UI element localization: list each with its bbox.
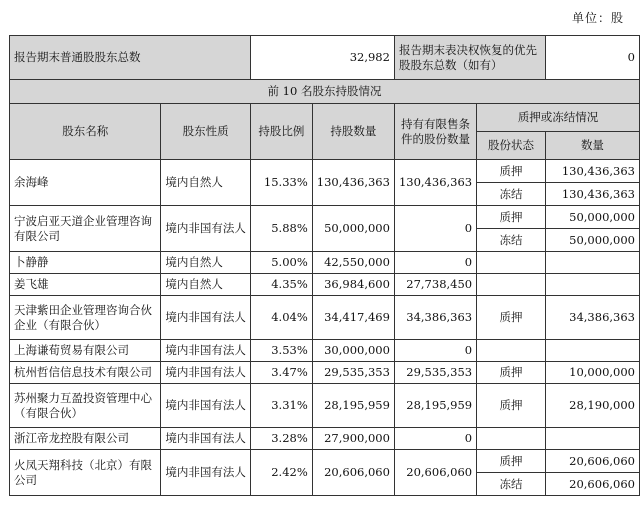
unit-label: 单位：股 bbox=[571, 11, 624, 25]
header-ratio: 持股比例 bbox=[250, 104, 312, 160]
restricted-shares: 130,436,363 bbox=[394, 160, 476, 206]
table-row bbox=[10, 362, 640, 384]
shareholder-nature: 境内非国有法人 bbox=[161, 384, 251, 428]
restricted-shares: 34,386,363 bbox=[394, 296, 476, 340]
holding-quantity: 29,535,353 bbox=[312, 362, 394, 384]
shareholder-name: 浙江帝龙控股有限公司 bbox=[10, 428, 161, 450]
restricted-shares: 29,535,353 bbox=[394, 362, 476, 384]
holding-quantity: 42,550,000 bbox=[312, 252, 394, 274]
pledge-amount: 28,190,000 bbox=[545, 384, 639, 428]
shareholder-name: 卜静静 bbox=[10, 252, 161, 274]
pledge-amount bbox=[545, 252, 639, 274]
share-status: 质押 bbox=[477, 160, 546, 183]
table-row bbox=[10, 384, 640, 428]
header-nature: 股东性质 bbox=[161, 104, 251, 160]
pledge-amount bbox=[545, 274, 639, 296]
restricted-shares: 0 bbox=[394, 252, 476, 274]
preferred-holders-value: 0 bbox=[545, 36, 639, 80]
table-row bbox=[10, 340, 640, 362]
shareholder-name: 天津紫田企业管理咨询合伙企业（有限合伙） bbox=[10, 296, 161, 340]
holding-ratio: 3.53% bbox=[250, 340, 312, 362]
holding-quantity: 28,195,959 bbox=[312, 384, 394, 428]
holding-ratio: 2.42% bbox=[250, 450, 312, 496]
holding-quantity: 36,984,600 bbox=[312, 274, 394, 296]
pledge-amount: 10,000,000 bbox=[545, 362, 639, 384]
holding-ratio: 4.04% bbox=[250, 296, 312, 340]
share-status: 质押 bbox=[477, 362, 546, 384]
header-status: 股份状态 bbox=[477, 132, 546, 160]
holding-quantity: 30,000,000 bbox=[312, 340, 394, 362]
table-row bbox=[10, 296, 640, 340]
holding-ratio: 3.31% bbox=[250, 384, 312, 428]
restricted-shares: 0 bbox=[394, 206, 476, 252]
holding-quantity: 130,436,363 bbox=[312, 160, 394, 206]
total-common-holders-value: 32,982 bbox=[250, 36, 394, 80]
shareholder-nature: 境内自然人 bbox=[161, 160, 251, 206]
pledge-amount: 20,606,060 bbox=[545, 450, 639, 473]
share-status: 质押 bbox=[477, 206, 546, 229]
pledge-amount bbox=[545, 340, 639, 362]
pledge-amount: 130,436,363 bbox=[545, 160, 639, 183]
holding-quantity: 34,417,469 bbox=[312, 296, 394, 340]
share-status bbox=[477, 428, 546, 450]
header-pledge-group: 质押或冻结情况 bbox=[477, 104, 640, 132]
holding-quantity: 27,900,000 bbox=[312, 428, 394, 450]
holding-ratio: 5.00% bbox=[250, 252, 312, 274]
restricted-shares: 0 bbox=[394, 340, 476, 362]
holding-ratio: 15.33% bbox=[250, 160, 312, 206]
share-status: 质押 bbox=[477, 384, 546, 428]
share-status: 质押 bbox=[477, 296, 546, 340]
holding-ratio: 4.35% bbox=[250, 274, 312, 296]
table-row bbox=[10, 274, 640, 296]
shareholder-nature: 境内自然人 bbox=[161, 252, 251, 274]
share-status: 冻结 bbox=[477, 473, 546, 496]
shareholder-name: 杭州哲信信息技术有限公司 bbox=[10, 362, 161, 384]
holding-quantity: 20,606,060 bbox=[312, 450, 394, 496]
restricted-shares: 27,738,450 bbox=[394, 274, 476, 296]
share-status bbox=[477, 252, 546, 274]
holding-ratio: 3.47% bbox=[250, 362, 312, 384]
restricted-shares: 20,606,060 bbox=[394, 450, 476, 496]
shareholder-nature: 境内非国有法人 bbox=[161, 296, 251, 340]
share-status bbox=[477, 340, 546, 362]
table-row bbox=[10, 160, 640, 183]
header-name: 股东名称 bbox=[10, 104, 161, 160]
header-amount: 数量 bbox=[545, 132, 639, 160]
restricted-shares: 28,195,959 bbox=[394, 384, 476, 428]
pledge-amount: 34,386,363 bbox=[545, 296, 639, 340]
shareholder-name: 宁波启亚天道企业管理咨询有限公司 bbox=[10, 206, 161, 252]
shareholder-name: 姜飞雄 bbox=[10, 274, 161, 296]
pledge-amount: 130,436,363 bbox=[545, 183, 639, 206]
shareholder-nature: 境内非国有法人 bbox=[161, 340, 251, 362]
holding-quantity: 50,000,000 bbox=[312, 206, 394, 252]
shareholder-nature: 境内非国有法人 bbox=[161, 450, 251, 496]
pledge-amount: 50,000,000 bbox=[545, 229, 639, 252]
shareholder-nature: 境内非国有法人 bbox=[161, 362, 251, 384]
share-status: 冻结 bbox=[477, 229, 546, 252]
holding-ratio: 3.28% bbox=[250, 428, 312, 450]
header-qty: 持股数量 bbox=[312, 104, 394, 160]
shareholder-table bbox=[9, 35, 640, 496]
holding-ratio: 5.88% bbox=[250, 206, 312, 252]
total-common-holders-label: 报告期末普通股股东总数 bbox=[10, 36, 251, 80]
shareholder-name: 火凤天翔科技（北京）有限公司 bbox=[10, 450, 161, 496]
header-restricted: 持有有限售条件的股份数量 bbox=[394, 104, 476, 160]
shareholder-nature: 境内非国有法人 bbox=[161, 428, 251, 450]
share-status: 冻结 bbox=[477, 183, 546, 206]
table-row bbox=[10, 252, 640, 274]
shareholder-nature: 境内非国有法人 bbox=[161, 206, 251, 252]
pledge-amount: 20,606,060 bbox=[545, 473, 639, 496]
table-row bbox=[10, 428, 640, 450]
pledge-amount bbox=[545, 428, 639, 450]
share-status: 质押 bbox=[477, 450, 546, 473]
pledge-amount: 50,000,000 bbox=[545, 206, 639, 229]
section-title: 前 10 名股东持股情况 bbox=[10, 80, 640, 104]
table-row bbox=[10, 206, 640, 229]
shareholder-name: 上海谦荀贸易有限公司 bbox=[10, 340, 161, 362]
shareholder-name: 苏州聚力互盈投资管理中心（有限合伙） bbox=[10, 384, 161, 428]
table-row bbox=[10, 450, 640, 473]
shareholder-nature: 境内自然人 bbox=[161, 274, 251, 296]
restricted-shares: 0 bbox=[394, 428, 476, 450]
preferred-holders-label: 报告期末表决权恢复的优先股股东总数（如有） bbox=[394, 36, 545, 80]
share-status bbox=[477, 274, 546, 296]
shareholder-name: 余海峰 bbox=[10, 160, 161, 206]
